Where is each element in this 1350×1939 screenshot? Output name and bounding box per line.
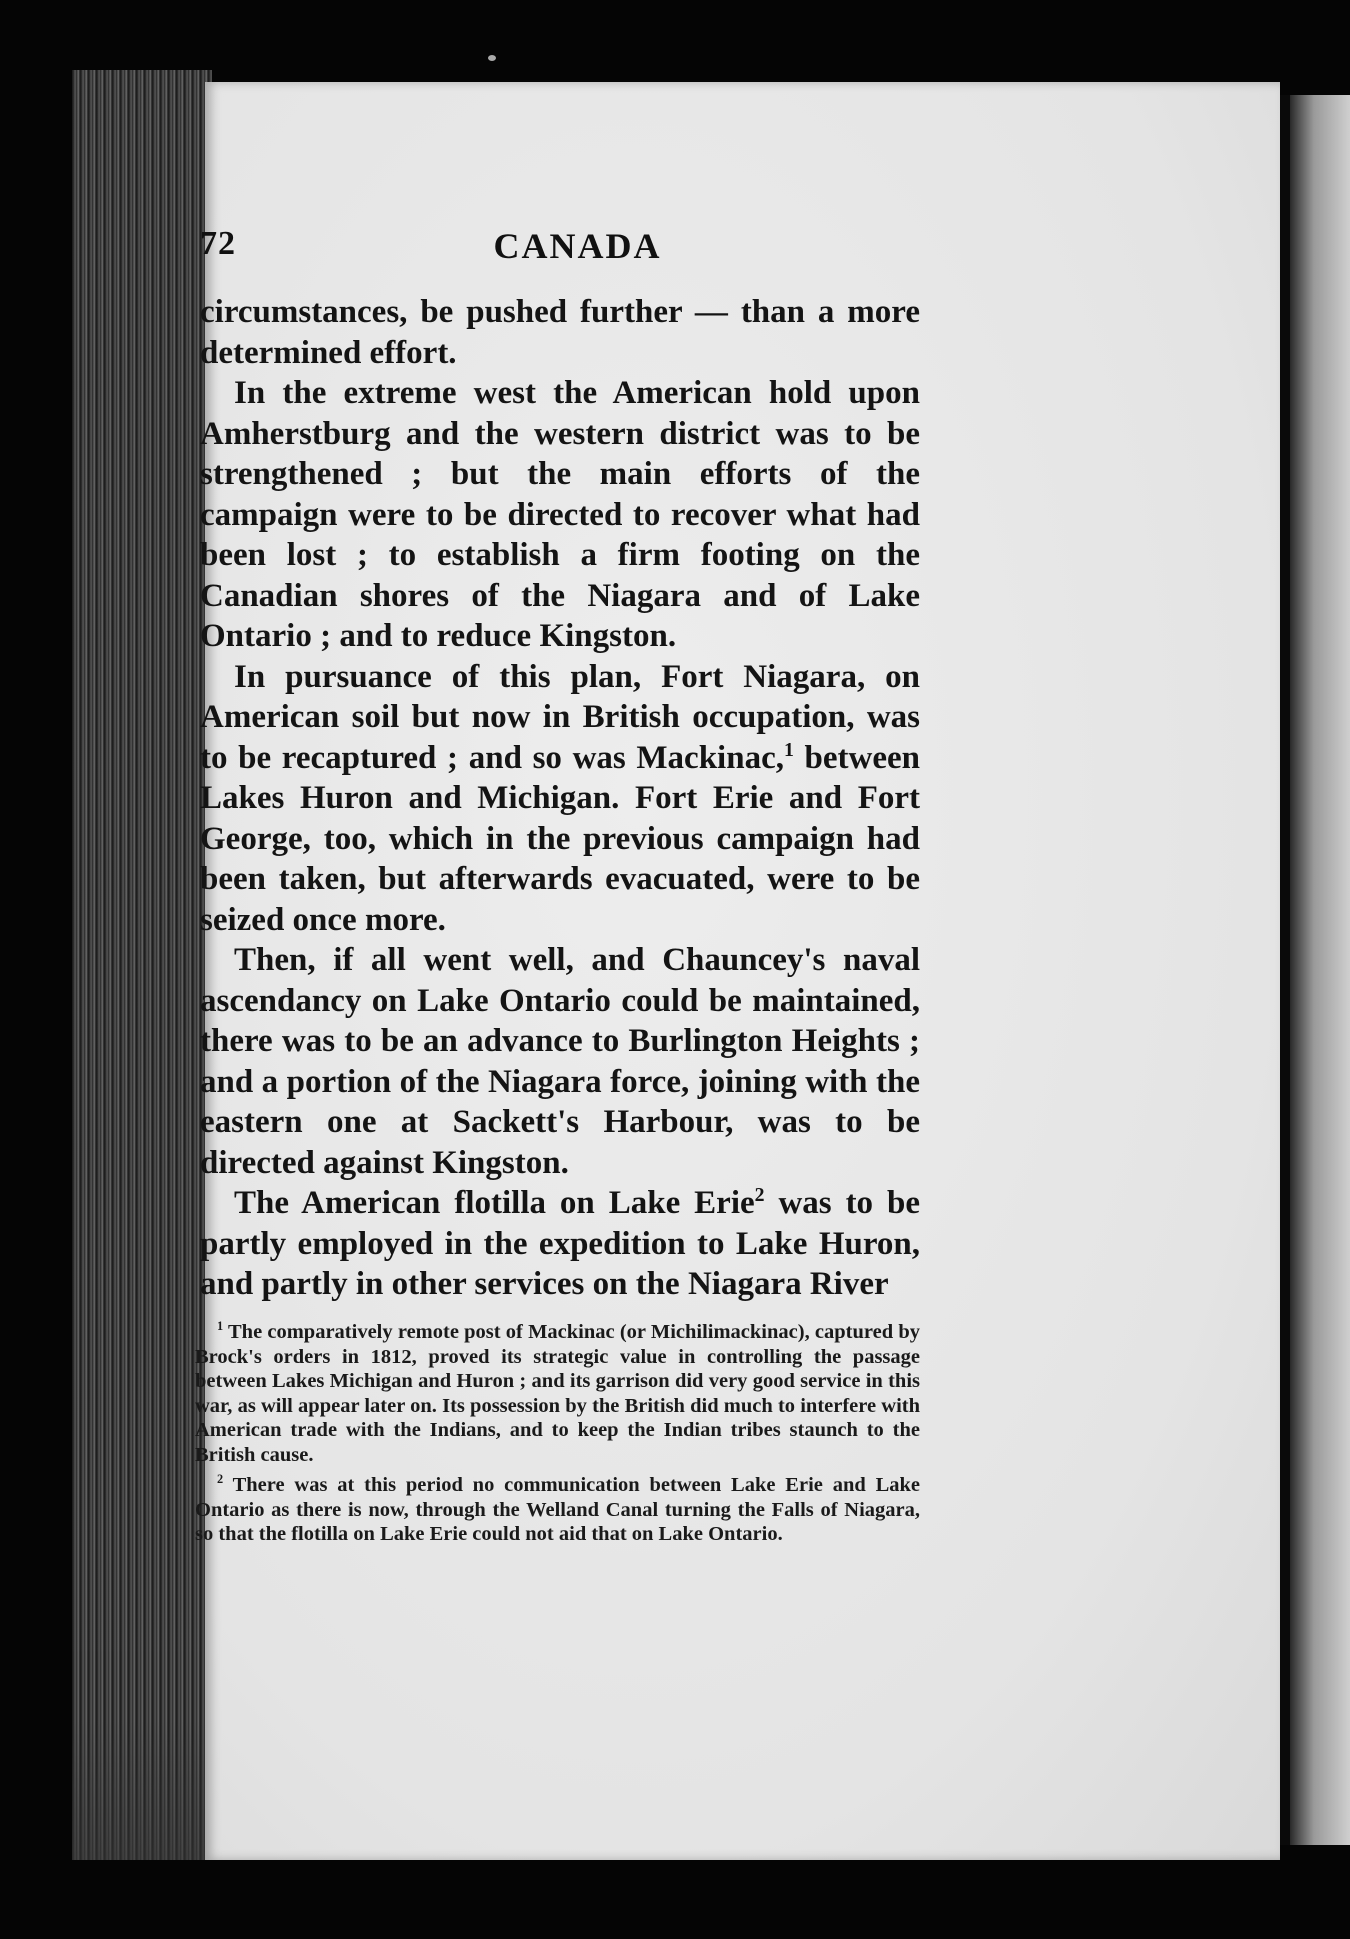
footnote-2-marker: 2	[217, 1472, 224, 1487]
paragraph-1: circumstances, be pushed further — than a more determined effort.	[200, 294, 920, 371]
footnote-2-text: There was at this period no communication between Lake Erie and Lake Ontario as there is now, through the Welland Canal turning the Falls of Niagara, so that the flotilla on Lake Erie could not aid that on Lake Ontario.	[195, 1474, 920, 1545]
paragraph-2: In the extreme west the American hold upon Amherstburg and the western district was to be strengthened ; but the main efforts of the campaign were to be directed to recover what had been lost ; to establish a firm footing on the Canadian shores of the Niagara and of Lake Ontario ; and to reduce Kingston.	[200, 375, 920, 654]
footnote-1	[195, 1320, 920, 1467]
footnote-1-marker: 1	[217, 1319, 224, 1334]
footnotes	[195, 1320, 920, 1553]
next-page-edge	[1290, 95, 1350, 1845]
paragraph-5	[200, 1183, 920, 1305]
footnote-ref-1: 1	[783, 738, 794, 761]
running-head	[200, 225, 935, 275]
footnote-ref-2: 2	[754, 1184, 765, 1206]
paragraph-3-text-b: between Lakes Huron and Michigan. Fort Erie and Fort George, too, which in the previous campaign had been taken, but afterwards evacuated, were to be seized once more.	[200, 739, 921, 938]
body-text	[200, 292, 920, 1305]
paragraph-4: Then, if all went well, and Chauncey's naval ascendancy on Lake Ontario could be maintained, there was to be an advance to Burlington Heights ; and a portion of the Niagara force, joining with the eastern one at Sackett's Harbour, was to be directed against Kingston.	[200, 942, 920, 1181]
paragraph-5-text-a: The American flotilla on Lake Erie	[234, 1185, 755, 1221]
dust-speck	[488, 55, 496, 61]
footnote-1-text: The comparatively remote post of Mackinac (or Michilimackinac), captured by Brock's orders in 1812, proved its strategic value in controlling the passage between Lakes Michigan and Huron ; and its garrison did very good service in this war, as will appear later on. Its possession by the British did much to interfere with American trade with the Indians, and to keep the Indian tribes staunch to the British cause.	[195, 1321, 920, 1466]
paragraph-5-text-b: was to be partly employed in the expedition to Lake Huron, and partly in other services on the Niagara River	[200, 1185, 920, 1302]
footnote-2	[195, 1473, 920, 1547]
paragraph-3-text-a: In pursuance of this plan, Fort Niagara, on American soil but now in British occupation, was to be recaptured ; and so was Mackinac,	[200, 658, 920, 776]
paragraph-3	[200, 657, 920, 941]
page-title: CANADA	[493, 226, 662, 266]
stacked-page-edges	[72, 70, 212, 1860]
page-number: 72	[200, 225, 236, 262]
